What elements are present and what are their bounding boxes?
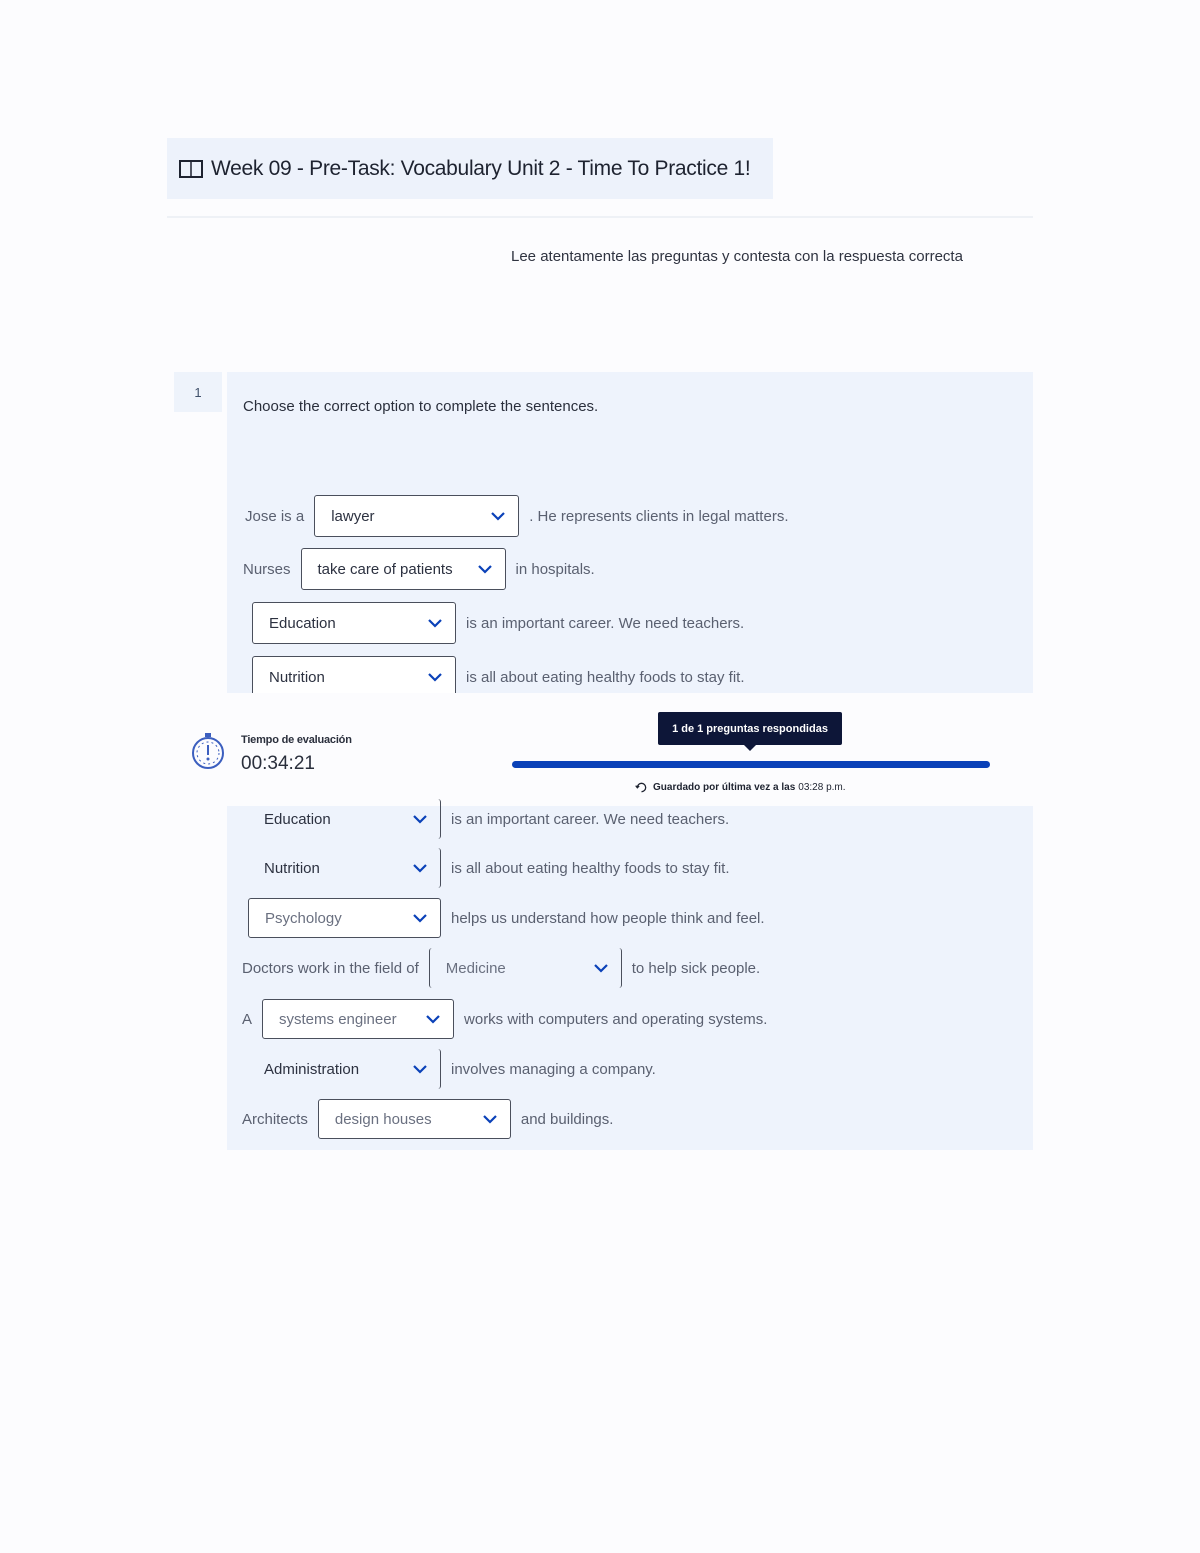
dropdown-value: design houses xyxy=(334,1110,432,1128)
sentence-row xyxy=(242,997,767,1041)
chevron-down-icon xyxy=(412,863,428,873)
sentence-row xyxy=(248,797,729,841)
chevron-down-icon xyxy=(425,1014,441,1024)
chevron-down-icon xyxy=(427,672,443,682)
progress-tooltip: 1 de 1 preguntas respondidas xyxy=(658,712,842,745)
answer-dropdown[interactable] xyxy=(262,999,454,1039)
sentence-tail: and buildings. xyxy=(520,1110,614,1128)
dropdown-value: Psychology xyxy=(265,909,342,927)
chevron-down-icon xyxy=(477,564,493,574)
assessment-status-bar xyxy=(0,693,1200,806)
chevron-down-icon xyxy=(412,913,428,923)
sentence-tail: helps us understand how people think and feel. xyxy=(451,909,765,927)
sentence-lead: Doctors work in the field of xyxy=(242,959,419,977)
sentence-row xyxy=(248,1047,656,1091)
sentence-row xyxy=(248,846,730,890)
sentence-lead: Architects xyxy=(242,1110,308,1128)
sentence-tail: to help sick people. xyxy=(631,959,761,977)
sentence-tail: works with computers and operating systems. xyxy=(464,1010,768,1028)
dropdown-value: Nutrition xyxy=(269,668,325,686)
answer-dropdown[interactable] xyxy=(318,1099,511,1139)
sentence-tail: involves managing a company. xyxy=(451,1060,656,1078)
book-open-icon xyxy=(179,159,203,179)
tooltip-arrow xyxy=(743,744,757,751)
answer-dropdown[interactable] xyxy=(248,898,441,938)
header-divider xyxy=(167,216,1033,218)
answer-dropdown[interactable] xyxy=(248,848,441,888)
saved-status xyxy=(635,781,846,794)
sentence-row xyxy=(243,547,595,591)
stopwatch-icon xyxy=(190,731,226,771)
answer-dropdown[interactable] xyxy=(314,495,519,537)
sentence-tail: is an important career. We need teachers. xyxy=(466,614,745,632)
timer-label: Tiempo de evaluación xyxy=(241,734,352,746)
dropdown-value: systems engineer xyxy=(279,1010,397,1028)
sentence-row xyxy=(242,1097,613,1141)
sentence-lead: Nurses xyxy=(243,560,291,578)
sentence-lead: Jose is a xyxy=(245,507,305,525)
answer-dropdown[interactable] xyxy=(248,799,441,839)
chevron-down-icon xyxy=(490,511,506,521)
timer-value: 00:34:21 xyxy=(241,753,315,774)
sentence-row xyxy=(252,601,744,645)
sentence-tail: is all about eating healthy foods to stay fit. xyxy=(466,668,745,686)
answer-dropdown[interactable] xyxy=(248,1049,441,1089)
question-prompt: Choose the correct option to complete the sentences. xyxy=(243,398,599,415)
sentence-tail: . He represents clients in legal matters. xyxy=(529,507,789,525)
chevron-down-icon xyxy=(427,618,443,628)
dropdown-value: Nutrition xyxy=(264,859,320,877)
sync-icon xyxy=(635,781,648,794)
page-title: Week 09 - Pre-Task: Vocabulary Unit 2 - Time To Practice 1! xyxy=(211,156,751,180)
sentence-row xyxy=(245,494,788,538)
chevron-down-icon xyxy=(412,1064,428,1074)
dropdown-value: lawyer xyxy=(331,507,375,525)
sentence-tail: in hospitals. xyxy=(515,560,595,578)
sentence-lead: A xyxy=(242,1010,253,1028)
saved-time: 03:28 p.m. xyxy=(798,782,846,793)
chevron-down-icon xyxy=(593,963,609,973)
sentence-tail: is all about eating healthy foods to stay fit. xyxy=(451,859,730,877)
progress-fill xyxy=(512,761,990,768)
sentence-row xyxy=(248,896,765,940)
answer-dropdown[interactable] xyxy=(252,656,456,698)
chevron-down-icon xyxy=(482,1114,498,1124)
sentence-row xyxy=(242,946,760,990)
dropdown-value: Education xyxy=(264,810,331,828)
answer-dropdown[interactable] xyxy=(252,602,456,644)
dropdown-value: Administration xyxy=(264,1060,360,1078)
chevron-down-icon xyxy=(412,814,428,824)
saved-label: Guardado por última vez a las xyxy=(653,782,796,793)
sentence-tail: is an important career. We need teachers. xyxy=(451,810,730,828)
answer-dropdown[interactable] xyxy=(301,548,506,590)
answer-dropdown[interactable] xyxy=(429,948,622,988)
dropdown-value: take care of patients xyxy=(317,560,453,578)
dropdown-value: Medicine xyxy=(445,959,506,977)
dropdown-value: Education xyxy=(269,614,336,632)
instructions-text: Lee atentamente las preguntas y contesta con la respuesta correcta xyxy=(511,248,963,265)
question-number-badge[interactable]: 1 xyxy=(174,372,222,412)
page-title-bar xyxy=(167,138,773,199)
